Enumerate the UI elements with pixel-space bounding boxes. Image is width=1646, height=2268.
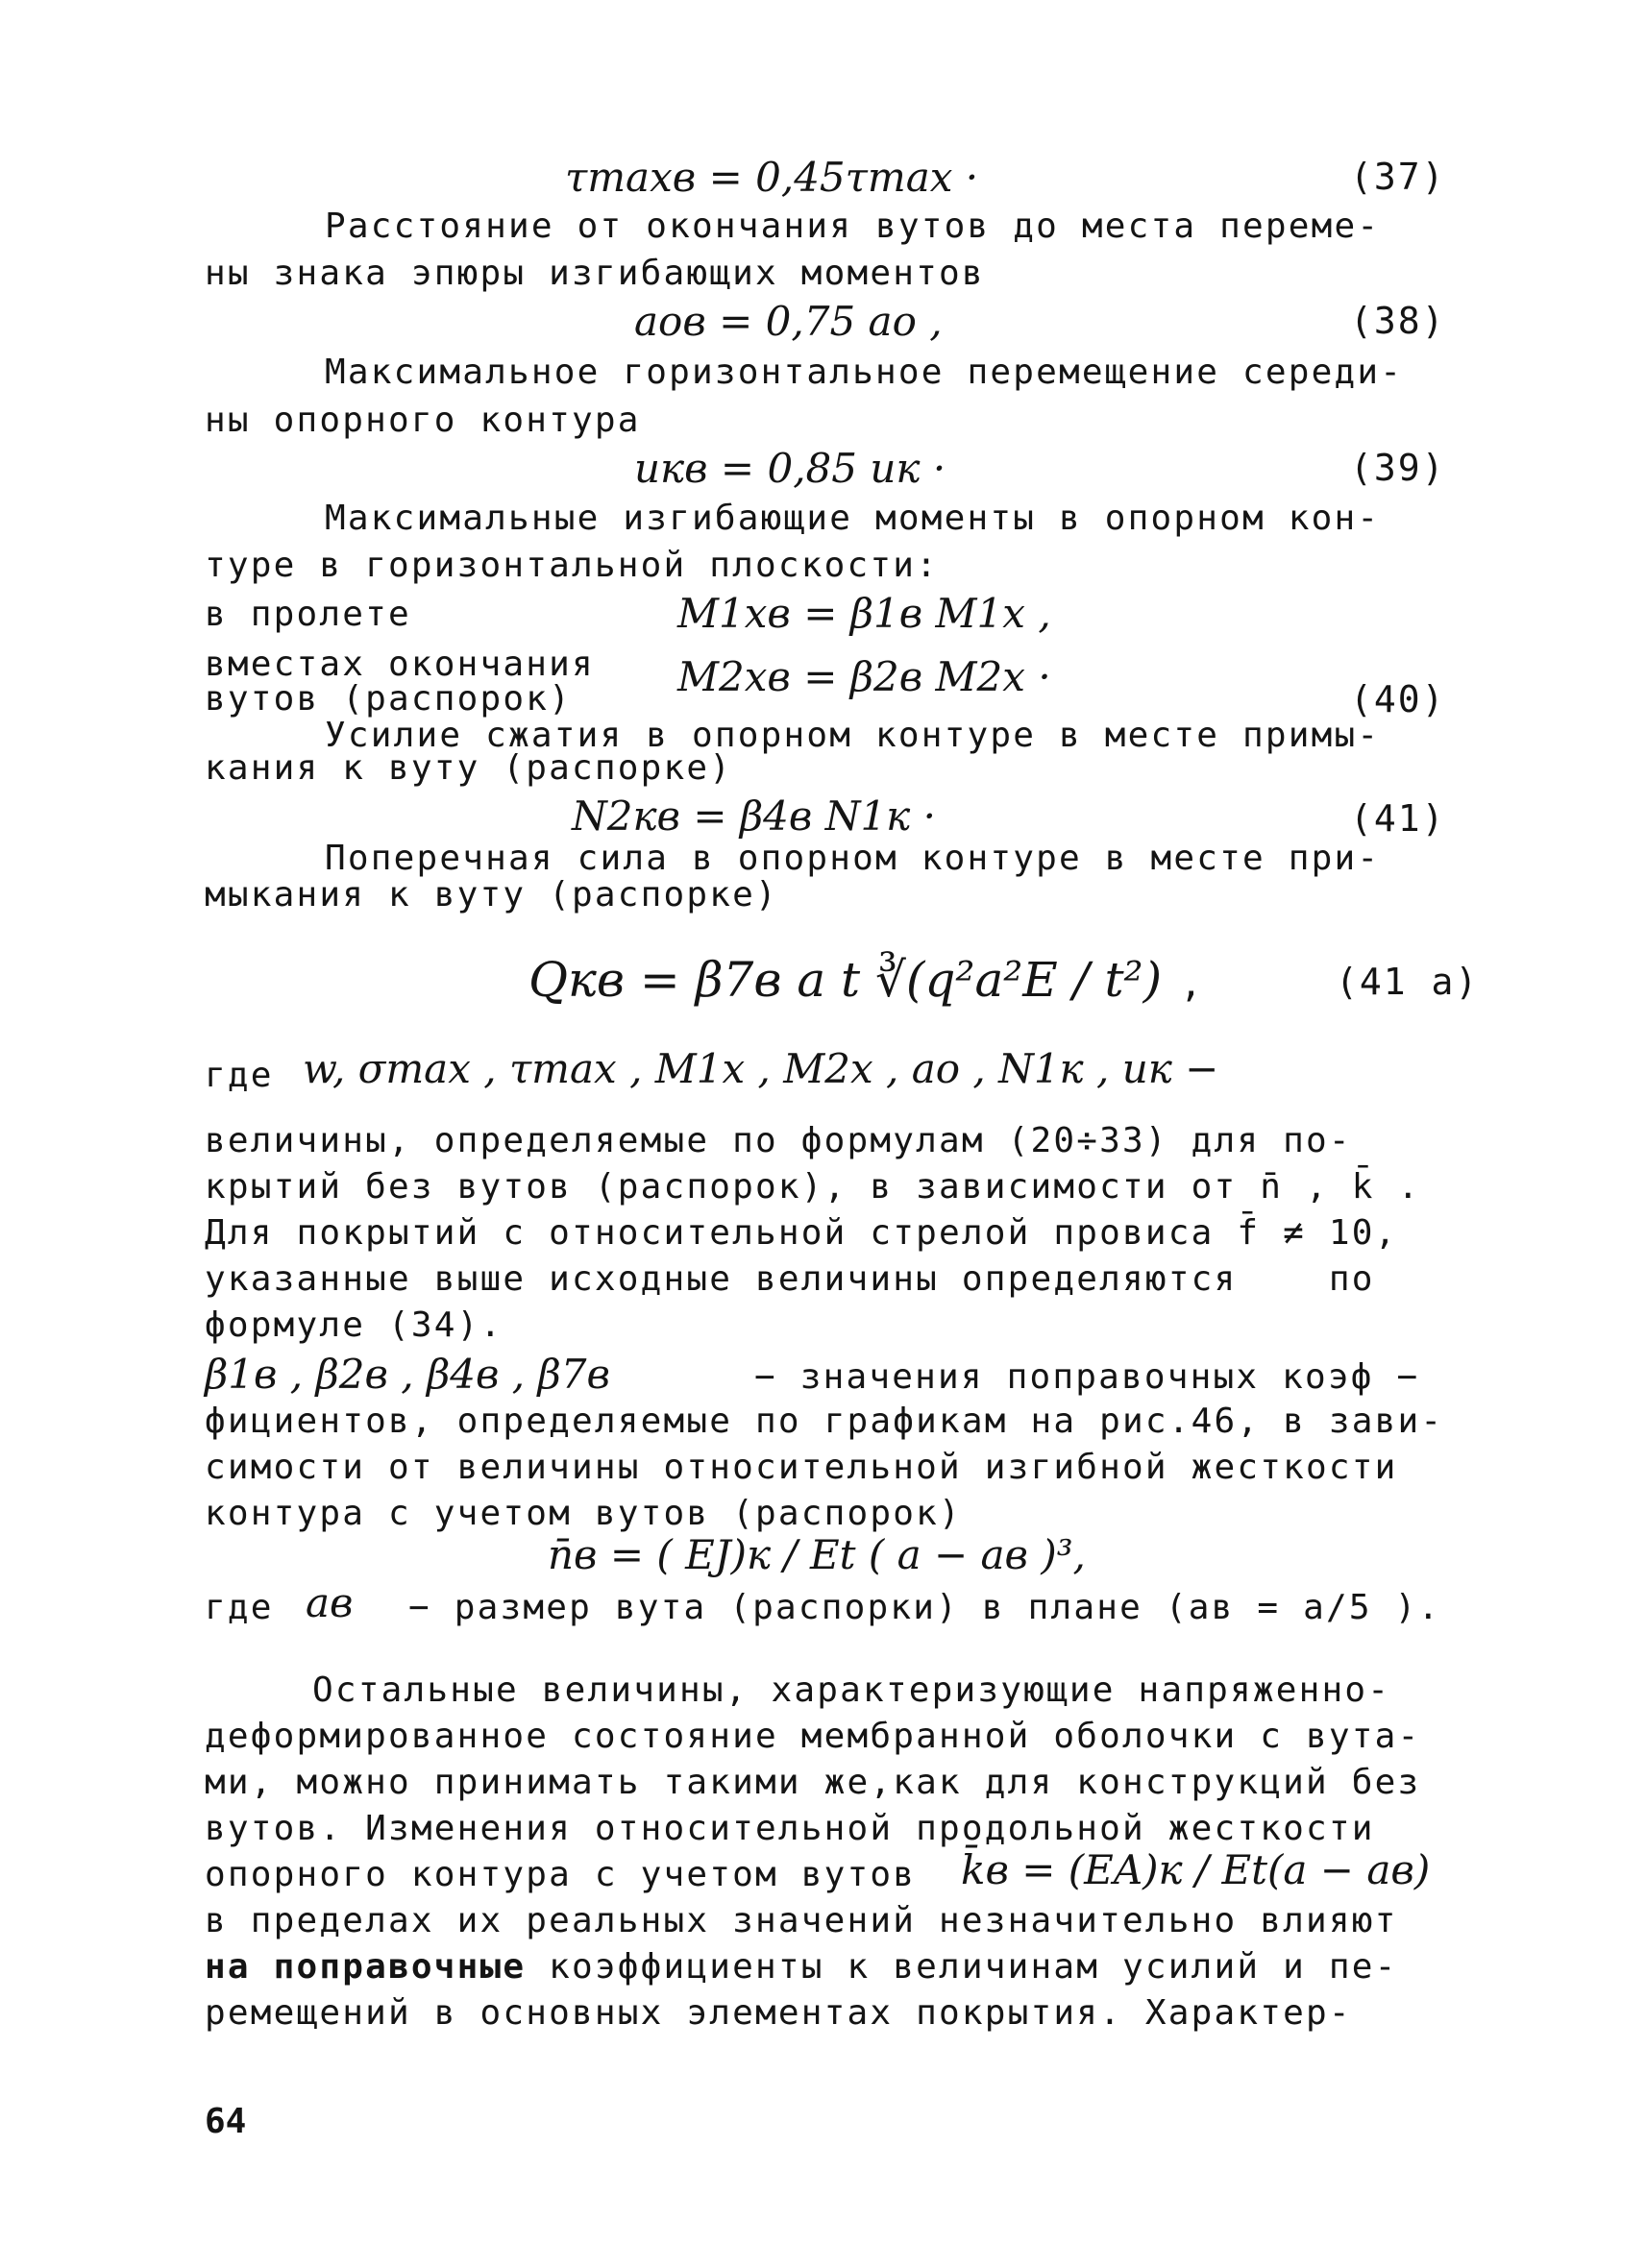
equation-41: N2кв = β4в N1к ·	[572, 793, 936, 840]
equation-37: τmaxв = 0,45τmax ·	[565, 154, 979, 201]
equation-beta-list: β1в , β2в , β4в , β7в	[205, 1351, 610, 1398]
equation-40b: M2xв = β2в M2x ·	[677, 653, 1051, 700]
equation-41a: Qкв = β7в a t ∛(q²a²E / t²)	[528, 952, 1163, 1008]
equation-41a-comma: ,	[1180, 963, 1204, 1005]
where-label: где	[205, 1056, 274, 1095]
equation-av: aв	[306, 1579, 354, 1626]
text-line: указанные выше исходные величины определяются по	[205, 1259, 1375, 1299]
text-line: симости от величины относительной изгибной жесткости	[205, 1448, 1398, 1487]
equation-number-40: (40)	[1350, 678, 1446, 720]
equation-40a: M1xв = β1в M1x ,	[677, 590, 1051, 637]
text-line: мыкания к вуту (распорке)	[205, 875, 778, 915]
equation-kv: k̄в = (EA)к / Et(a − aв)	[961, 1846, 1431, 1893]
text-line-mixed	[205, 1946, 1397, 1988]
text-line: фициентов, определяемые по графикам на рис.46, в зави-	[205, 1402, 1444, 1441]
text-line: Остальные величины, характеризующие напряженно-	[312, 1671, 1391, 1710]
text-line: Усилие сжатия в опорном контуре в месте примы-	[325, 716, 1381, 755]
text-line: туре в горизонтальной плоскости:	[205, 546, 939, 585]
text-line: ны знака эпюры изгибающих моментов	[205, 254, 985, 293]
text-line: кания к вуту (распорке)	[205, 748, 733, 788]
text-line: в пределах их реальных значений незначительно влияют	[205, 1901, 1398, 1940]
equation-where-symbols: w, σmax , τmax , M1x , M2x , ao , N1к , uк −	[303, 1045, 1219, 1092]
text-line: Максимальные изгибающие моменты в опорном кон-	[325, 499, 1381, 538]
equation-number-39: (39)	[1350, 447, 1446, 489]
text-line: Максимальное горизонтальное перемещение середи-	[325, 353, 1404, 392]
page-number: 64	[205, 2102, 247, 2141]
equation-38: aoв = 0,75 ao ,	[634, 298, 943, 345]
where-label: где	[205, 1588, 274, 1627]
text-line: − значения поправочных коэф −	[754, 1357, 1420, 1397]
text-line: ны опорного контура	[205, 401, 641, 440]
text-run: коэффициенты к величинам усилий и пе-	[526, 1947, 1398, 1987]
text-line: опорного контура с учетом вутов	[205, 1855, 917, 1894]
text-line: крытий без вутов (распорок), в зависимости от n̄ , k̄ .	[205, 1167, 1421, 1207]
text-line: деформированное состояние мембранной оболочки с вута-	[205, 1717, 1421, 1756]
equation-39: uкв = 0,85 uк ·	[634, 445, 946, 492]
equation-number-38: (38)	[1350, 300, 1446, 342]
text-line: вутов. Изменения относительной продольной жесткости	[205, 1809, 1375, 1848]
equation-number-41: (41)	[1350, 797, 1446, 840]
text-line: вместах окончания	[205, 645, 595, 684]
text-bold-run: на поправочные	[205, 1947, 527, 1987]
equation-nv: n̄в = ( EJ)к / Et ( a − aв )³,	[548, 1531, 1086, 1578]
equation-number-37: (37)	[1350, 156, 1446, 198]
text-line: ремещений в основных элементах покрытия. Характер-	[205, 1993, 1352, 2033]
text-line: величины, определяемые по формулам (20÷33) для по-	[205, 1121, 1352, 1160]
text-line: − размер вута (распорки) в плане (aв = a/5 ).	[408, 1588, 1441, 1627]
text-line: в пролете	[205, 595, 411, 634]
equation-number-41a: (41 a)	[1336, 961, 1480, 1003]
text-line: Для покрытий с относительной стрелой провиса f̄ ≠ 10,	[205, 1213, 1398, 1253]
text-line: Поперечная сила в опорном контуре в месте при-	[325, 839, 1381, 878]
text-line: ми, можно принимать такими же,как для конструкций без	[205, 1763, 1421, 1802]
text-line: вутов (распорок)	[205, 679, 572, 719]
text-line: Расстояние от окончания вутов до места переме-	[325, 207, 1381, 246]
text-line: контура с учетом вутов (распорок)	[205, 1494, 962, 1533]
text-line: формуле (34).	[205, 1305, 504, 1345]
